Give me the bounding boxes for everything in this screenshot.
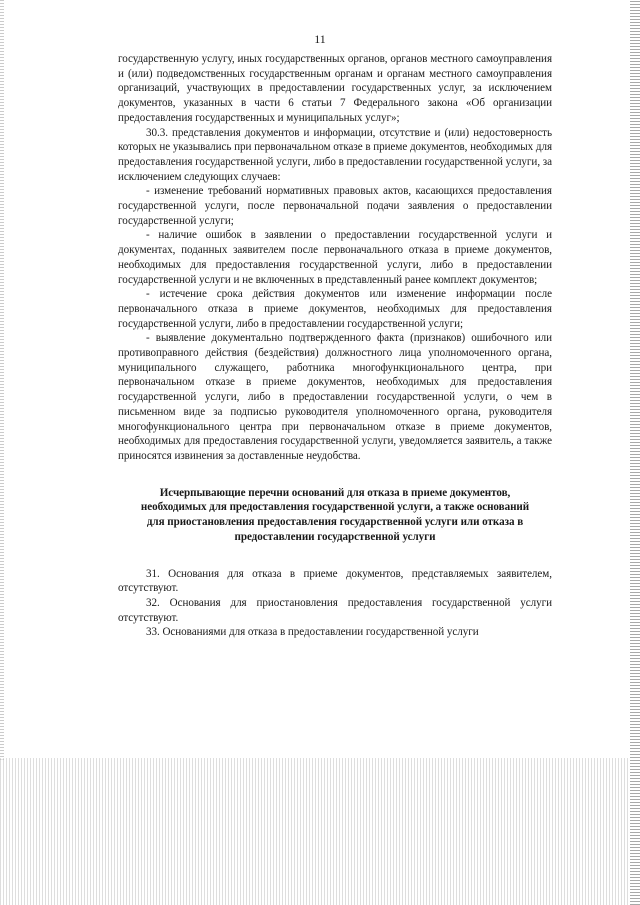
document-text (118, 52, 552, 640)
scan-edge-left (0, 0, 4, 760)
page-number: 11 (314, 32, 326, 46)
paragraph-continuation: государственную услугу, иных государственных органов, органов местного самоуправления и (или) подведомственных государственным органам и органам местного самоуправления организаций, участвующих в предоставлении государственных услуг, за исключением документов, указанных в части 6 статьи 7 Федерального закона «Об организации предоставления государственных и муниципальных услуг»; (118, 53, 552, 124)
list-item-application-errors: - наличие ошибок в заявлении о предоставлении государственной услуги и документах, поданных заявителем после первоначального отказа в приеме документов, необходимых для предоставления государственной услуги, либо в предоставлении государственной услуги и не включенных в представленный ранее комплект документов; (118, 229, 552, 286)
list-item-official-error: - выявление документально подтвержденного факта (признаков) ошибочного или противоправного действия (бездействия) должностного лица уполномоченного органа, муниципального служащего, работника многофункционального центра, при первоначальном отказе в приеме документов, необходимых для предоставления государственной услуги, либо в предоставлении государственной услуги, о чем в письменном виде за подписью руководителя уполномоченного органа, руководителя многофункционального центра при первоначальном отказе в приеме документов, необходимых для предоставления государственной услуги, уведомляется заявитель, а также приносятся извинения за доставленные неудобства. (118, 332, 552, 462)
paragraph-33: 33. Основаниями для отказа в предоставлении государственной услуги (146, 626, 479, 639)
scan-edge-right (630, 0, 640, 905)
scan-edge-bottom (0, 758, 630, 905)
list-item-document-expiry: - истечение срока действия документов или изменение информации после первоначального отказа в приеме документов, необходимых для предоставления государственной услуги, либо в предоставлении государственной услуги; (118, 288, 552, 330)
section-heading: Исчерпывающие перечни оснований для отказа в приеме документов, необходимых для предоставления государственной услуги, а также оснований для приостановления предоставления государственной услуги или отказа в предоставлении государственной услуги (140, 486, 530, 543)
list-item-requirements-change: - изменение требований нормативных правовых актов, касающихся предоставления государственной услуги, после первоначальной подачи заявления о предоставлении государственной услуги; (118, 185, 552, 227)
paragraph-30-3: 30.3. представления документов и информации, отсутствие и (или) недостоверность которых не указывались при первоначальном отказе в приеме документов, необходимых для предоставления государственной услуги, либо в предоставлении государственной услуги, за исключением следующих случаев: (118, 126, 552, 183)
paragraph-32: 32. Основания для приостановления предоставления государственной услуги отсутствуют. (118, 596, 552, 624)
paragraph-31: 31. Основания для отказа в приеме документов, представляемых заявителем, отсутствуют. (118, 567, 552, 595)
